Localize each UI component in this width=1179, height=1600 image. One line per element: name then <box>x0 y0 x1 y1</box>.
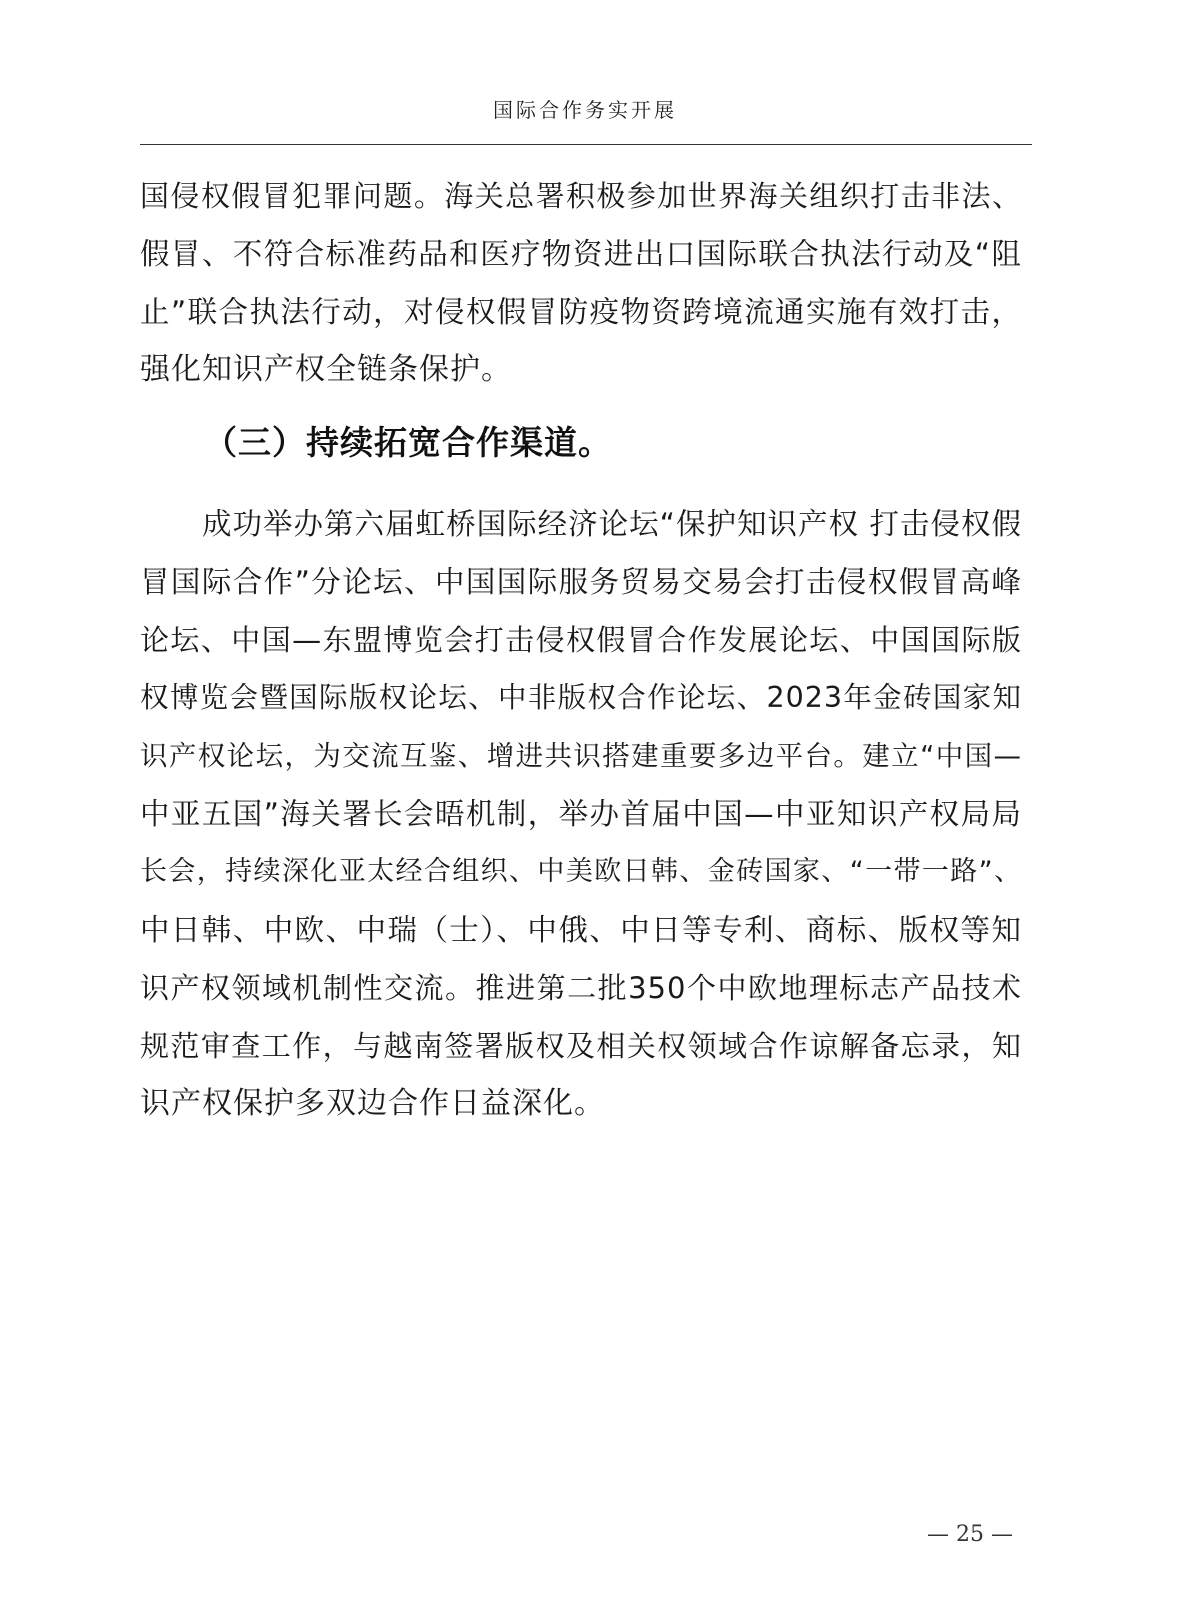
paragraph-line: 识产权领域机制性交流。推进第二批350个中欧地理标志产品技术 <box>140 971 1022 1005</box>
paragraph-line: 长会，持续深化亚太经合组织、中美欧日韩、金砖国家、“一带一路”、 <box>140 856 1022 887</box>
paragraph-line: 冒国际合作”分论坛、中国国际服务贸易交易会打击侵权假冒高峰 <box>140 565 1022 599</box>
running-header-title: 国际合作务实开展 <box>493 98 677 122</box>
paragraph-line: 识产权保护多双边合作日益深化。 <box>140 1086 605 1121</box>
paragraph-cooperation-channels <box>140 495 1022 1133</box>
header-divider <box>140 144 1032 145</box>
paragraph-line: 规范审查工作，与越南签署版权及相关权领域合作谅解备忘录，知 <box>140 1029 1022 1063</box>
section-heading: （三）持续拓宽合作渠道。 <box>204 423 612 462</box>
paragraph-line: 论坛、中国—东盟博览会打击侵权假冒合作发展论坛、中国国际版 <box>140 623 1022 657</box>
paragraph-line: 权博览会暨国际版权论坛、中非版权合作论坛、2023年金砖国家知 <box>140 681 1022 714</box>
page-number: — 25 — <box>927 1522 1013 1547</box>
paragraph-line: 强化知识产权全链条保护。 <box>140 352 512 387</box>
paragraph-line: 国侵权假冒犯罪问题。海关总署积极参加世界海关组织打击非法、 <box>140 179 1022 213</box>
paragraph-line: 假冒、不符合标准药品和医疗物资进出口国际联合执法行动及“阻 <box>140 237 1022 271</box>
paragraph-line: 中亚五国”海关署长会晤机制，举办首届中国—中亚知识产权局局 <box>140 797 1022 831</box>
paragraph-line: 中日韩、中欧、中瑞（士）、中俄、中日等专利、商标、版权等知 <box>140 913 1022 947</box>
paragraph-line: 成功举办第六届虹桥国际经济论坛“保护知识产权 打击侵权假 <box>202 507 1022 541</box>
paragraph-line: 止”联合执法行动，对侵权假冒防疫物资跨境流通实施有效打击， <box>140 295 1022 329</box>
paragraph-continued <box>140 167 1022 399</box>
paragraph-line: 识产权论坛，为交流互鉴、增进共识搭建重要多边平台。建立“中国— <box>140 740 1022 772</box>
